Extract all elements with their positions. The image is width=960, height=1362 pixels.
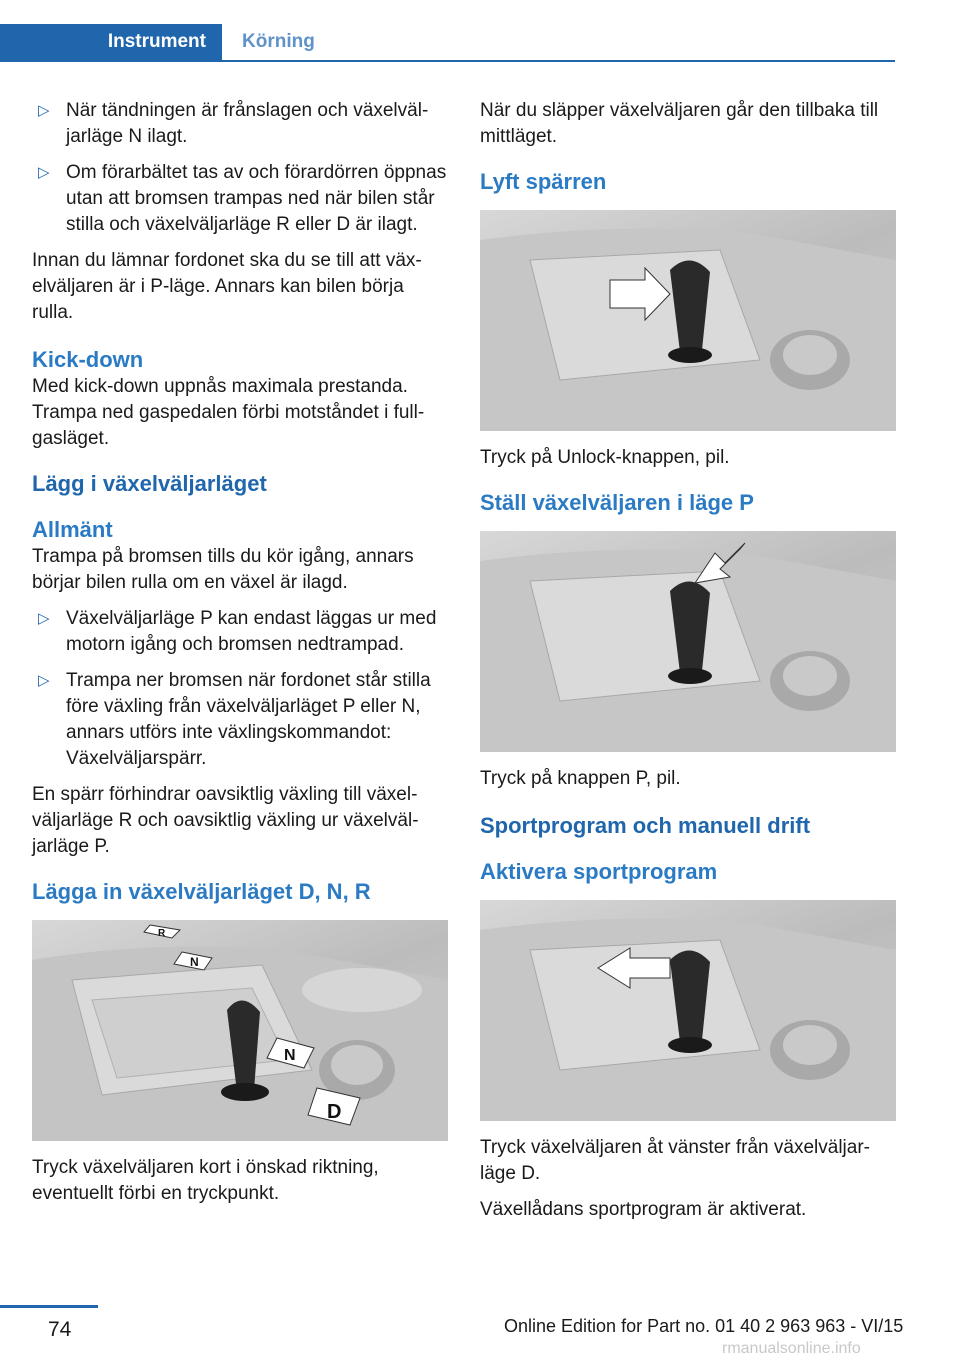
header-divider <box>0 60 895 62</box>
paragraph: En spärr förhindrar oavsiktlig växling till växelväljarläge R och oavsiktlig växling ur växelväljarläge P. <box>32 784 419 857</box>
triangle-bullet-icon: ▷ <box>38 164 50 181</box>
image-caption: Tryck på knappen P, pil. <box>480 768 681 789</box>
bullet-text: När tändningen är frånslagen och växelväljarläge N ilagt. <box>66 100 429 147</box>
paragraph: När du släpper växelväljaren går den tillbaka till mittläget. <box>480 100 879 147</box>
image-caption: Tryck på Unlock-knappen, pil. <box>480 447 730 468</box>
arrow-label-d: D <box>327 1101 342 1123</box>
image-caption: Tryck växelväljaren åt vänster från växelväljarläge D. <box>480 1137 870 1184</box>
triangle-bullet-icon: ▷ <box>38 102 50 119</box>
right-column <box>480 98 896 1233</box>
section-heading: Kick-down <box>32 347 144 372</box>
arrow-label-r: R <box>158 928 166 939</box>
watermark: rmanualsonline.info <box>722 1340 861 1357</box>
list-item <box>32 606 448 658</box>
tab-korning[interactable]: Körning <box>242 31 315 52</box>
subsection-heading: Allmänt <box>32 517 113 542</box>
gear-selector-sport-image <box>480 900 896 1121</box>
header-bar <box>0 0 960 62</box>
subsection-heading: Lägga in växelväljarläget D, N, R <box>32 879 371 904</box>
footer-divider <box>0 1305 98 1308</box>
image-caption: Tryck växelväljaren kort i önskad riktning, eventuellt förbi en tryckpunkt. <box>32 1157 379 1204</box>
gear-selector-dnr-image <box>32 920 448 1141</box>
triangle-bullet-icon: ▷ <box>38 672 50 689</box>
bullet-text: Trampa ner bromsen när fordonet står stilla före växling från växelväljarläget P eller N, annars utförs inte växlingskommandot: Växelväljarspärr. <box>66 670 431 769</box>
list-item <box>32 98 448 150</box>
section-heading: Sportprogram och manuell drift <box>480 813 811 838</box>
paragraph: Innan du lämnar fordonet ska du se till att växelväljaren är i P-läge. Annars kan bilen börja rulla. <box>32 250 422 323</box>
subsection-heading: Ställ växelväljaren i läge P <box>480 490 754 515</box>
gear-selector-park-image <box>480 531 896 752</box>
subsection-heading: Lyft spärren <box>480 169 607 194</box>
bullet-text: Om förarbältet tas av och förardörren öppnas utan att bromsen trampas ned när bilen står stilla och växelväljarläge R eller D är ilagt. <box>66 162 447 235</box>
left-column <box>32 98 448 1217</box>
section-heading: Lägg i växelväljarläget <box>32 471 267 496</box>
list-item <box>32 668 448 772</box>
paragraph: Växellådans sportprogram är aktiverat. <box>480 1199 807 1220</box>
gear-selector-unlock-image <box>480 210 896 431</box>
edition-text: Online Edition for Part no. 01 40 2 963 963 - VI/15 <box>504 1316 904 1336</box>
triangle-bullet-icon: ▷ <box>38 610 50 627</box>
paragraph: Med kick-down uppnås maximala prestanda. Trampa ned gaspedalen förbi motståndet i fullgasläget. <box>32 376 425 449</box>
bullet-text: Växelväljarläge P kan endast läggas ur med motorn igång och bromsen nedtrampad. <box>66 608 437 655</box>
page-number: 74 <box>48 1318 72 1341</box>
list-item <box>32 160 448 238</box>
subsection-heading: Aktivera sportprogram <box>480 859 718 884</box>
paragraph: Trampa på bromsen tills du kör igång, annars börjar bilen rulla om en växel är ilagd. <box>32 546 414 593</box>
arrow-label-n-up: N <box>190 955 199 969</box>
arrow-label-n-down: N <box>284 1047 296 1064</box>
tab-instrument[interactable]: Instrument <box>0 24 222 60</box>
